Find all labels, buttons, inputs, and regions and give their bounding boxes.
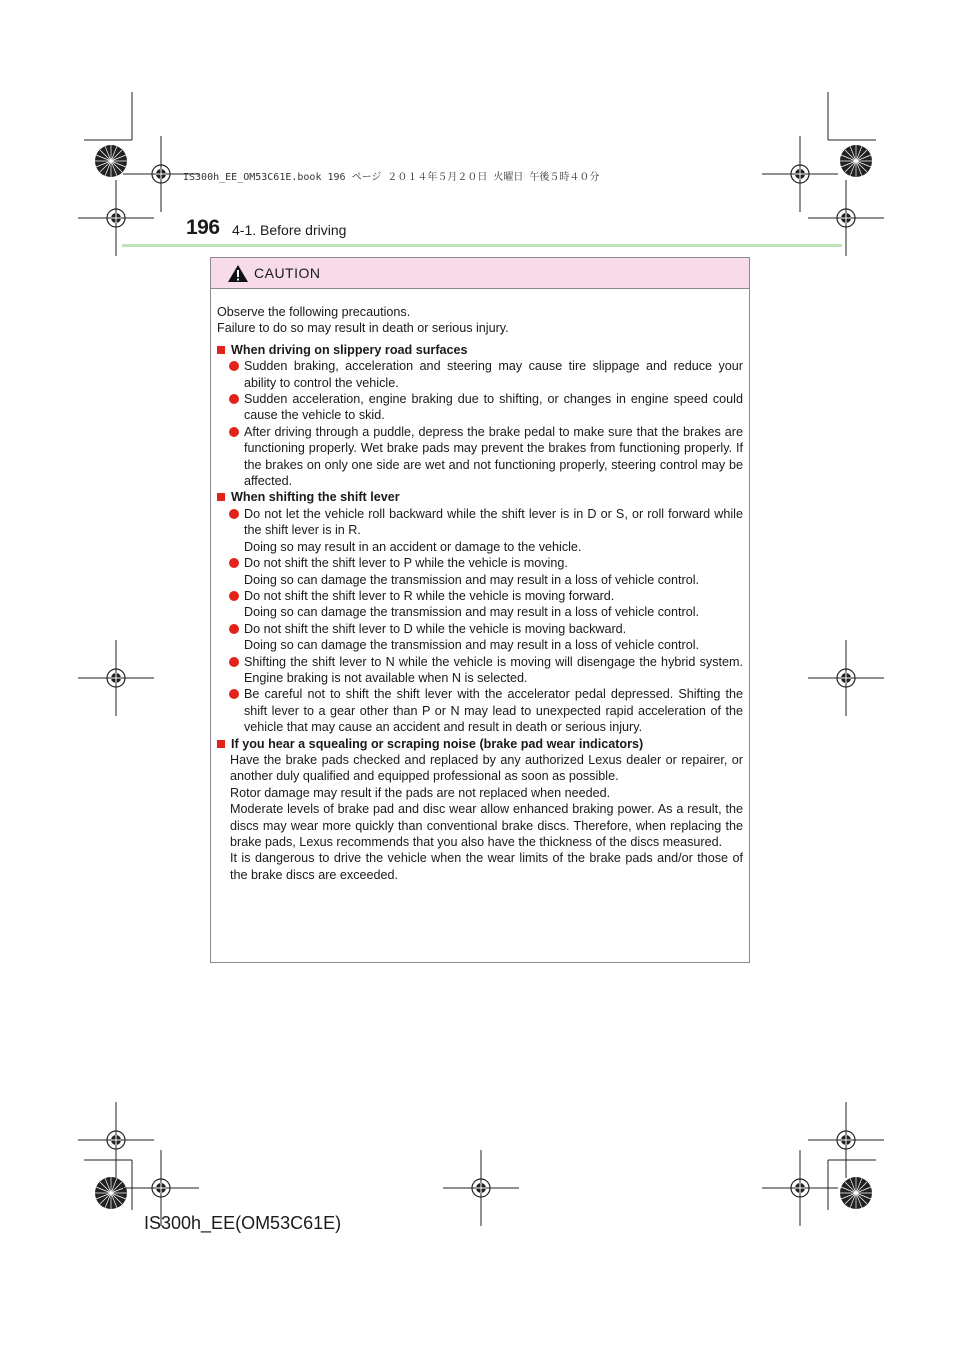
section-title: 4-1. Before driving	[232, 222, 347, 238]
list-item: Sudden braking, acceleration and steering may cause tire slippage and reduce your ability to control the vehicle.	[217, 358, 743, 391]
paragraph: Have the brake pads checked and replaced by any authorized Lexus dealer or repairer, or another duly qualified and equipped professional as soon as possible. Rotor damage may result if the pads are not replaced when needed.	[230, 752, 743, 800]
round-bullet-icon	[229, 361, 239, 371]
caution-title: CAUTION	[254, 265, 321, 281]
round-bullet-icon	[229, 689, 239, 699]
list-item: Do not shift the shift lever to R while the vehicle is moving forward. Doing so can damage the transmission and may result in a loss of vehicle control.	[217, 588, 743, 621]
section-heading: If you hear a squealing or scraping noise (brake pad wear indicators)	[217, 736, 743, 752]
section-heading: When driving on slippery road surfaces	[217, 342, 743, 358]
header-rule	[122, 244, 842, 247]
caution-body	[211, 289, 749, 883]
print-info-line: IS300h_EE_OM53C61E.book 196 ページ ２０１４年５月２０日 火曜日 午後５時４０分	[183, 172, 600, 183]
page-number: 196	[186, 216, 220, 239]
round-bullet-icon	[229, 394, 239, 404]
list-item: Do not shift the shift lever to D while the vehicle is moving backward. Doing so can damage the transmission and may result in a loss of vehicle control.	[217, 621, 743, 654]
square-bullet-icon	[217, 493, 225, 501]
list-item: Be careful not to shift the shift lever with the accelerator pedal depressed. Shifting the shift lever to a gear other than P or N may lead to unexpected rapid acceleration of the vehicle that may cause an accident and result in death or serious injury.	[217, 686, 743, 735]
caution-box	[210, 257, 750, 963]
round-bullet-icon	[229, 624, 239, 634]
list-item: After driving through a puddle, depress the brake pedal to make sure that the brakes are functioning properly. Wet brake pads may prevent the brakes from functioning properly. If the brakes on only one side are wet and not functioning properly, steering control may be affected.	[217, 424, 743, 490]
square-bullet-icon	[217, 346, 225, 354]
list-item: Do not shift the shift lever to P while the vehicle is moving. Doing so can damage the transmission and may result in a loss of vehicle control.	[217, 555, 743, 588]
section-heading: When shifting the shift lever	[217, 489, 743, 505]
list-item: Shifting the shift lever to N while the vehicle is moving will disengage the hybrid system. Engine braking is not available when N is selected.	[217, 654, 743, 687]
model-code: IS300h_EE(OM53C61E)	[144, 1213, 342, 1233]
intro-line: Failure to do so may result in death or serious injury.	[217, 321, 509, 336]
warning-icon	[228, 265, 248, 282]
round-bullet-icon	[229, 591, 239, 601]
round-bullet-icon	[229, 657, 239, 667]
square-bullet-icon	[217, 740, 225, 748]
list-item: Sudden acceleration, engine braking due to shifting, or changes in engine speed could cause the vehicle to skid.	[217, 391, 743, 424]
caution-intro	[217, 304, 743, 337]
paragraph: Moderate levels of brake pad and disc wear allow enhanced braking power. As a result, the discs may wear more quickly than conventional brake discs. Therefore, when replacing the brake pads, Lexus recommends that you also have the thickness of the discs measured. It is dangerous to drive the vehicle when the wear limits of the brake pads and/or those of the brake discs are exceeded.	[230, 802, 743, 882]
round-bullet-icon	[229, 509, 239, 519]
intro-line: Observe the following precautions.	[217, 305, 411, 319]
caution-header	[211, 258, 749, 289]
round-bullet-icon	[229, 558, 239, 568]
round-bullet-icon	[229, 427, 239, 437]
list-item: Do not let the vehicle roll backward while the shift lever is in D or S, or roll forward while the shift lever is in R. Doing so may result in an accident or damage to the vehicle.	[217, 506, 743, 555]
